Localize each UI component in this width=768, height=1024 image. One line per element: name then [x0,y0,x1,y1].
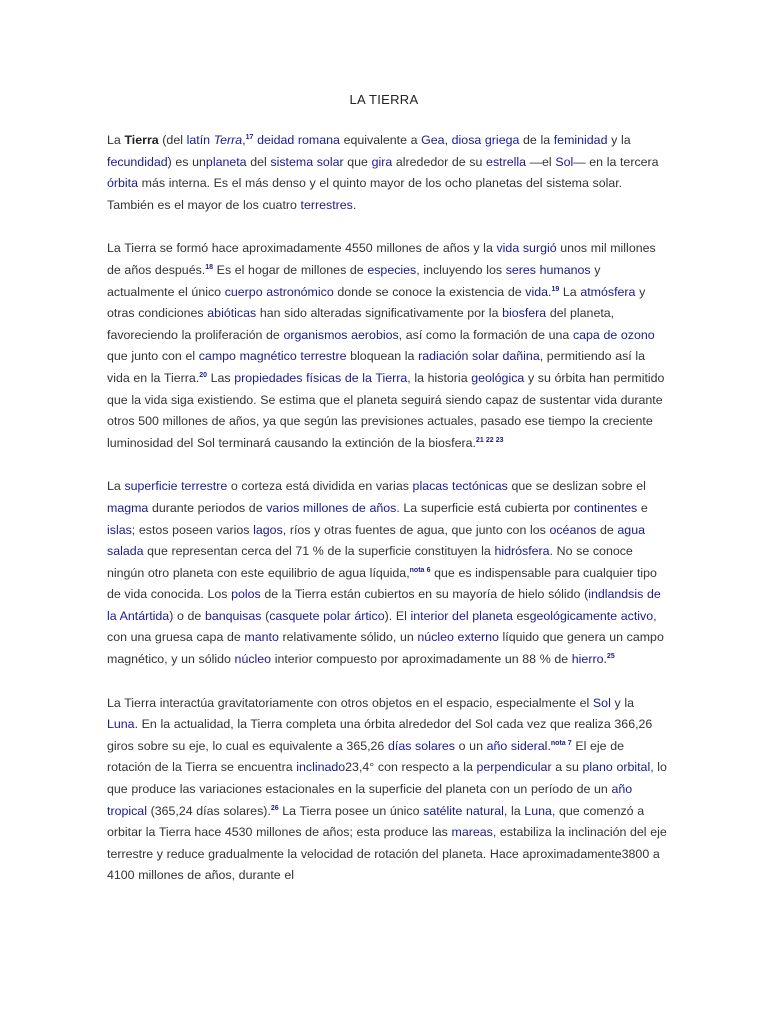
wiki-link[interactable]: campo magnético terrestre [198,349,347,364]
wiki-link[interactable]: capa de ozono [572,327,655,342]
body-text: que se deslizan sobre el [507,479,646,494]
wiki-link[interactable]: mareas [451,825,493,840]
bold-text: Tierra [124,133,159,147]
wiki-link[interactable]: fecundidad [107,154,168,169]
wiki-link[interactable]: interior del planeta [410,608,513,623]
wiki-link[interactable]: seres humanos [505,262,591,277]
body-text: (del [158,133,187,147]
body-text: , que comenzó a orbitar la Tierra hace 4530 millones de años; esta produce las [107,803,645,840]
reference-link[interactable]: 25 [606,653,615,661]
body-text: a su [551,760,583,775]
wiki-link[interactable]: satélite natural [423,803,504,818]
body-text: Las [207,370,235,385]
wiki-link[interactable]: días solares [387,738,455,753]
wiki-link[interactable]: abióticas [207,306,257,321]
wiki-link[interactable]: año sideral [486,738,548,753]
body-text: que [343,154,372,169]
body-text: más interna. Es el más denso y el quinto mayor de los ocho planetas del sistema solar. También es el mayor de los cuatro [107,176,623,212]
wiki-link[interactable]: Luna [107,717,135,732]
reference-link[interactable]: 19 [551,285,560,293]
wiki-link[interactable]: perpendicular [476,760,552,775]
document-body [107,130,667,887]
wiki-link[interactable]: deidad romana [257,133,340,147]
body-text: La Tierra interactúa gravitatoriamente con otros objetos en el espacio, especialmente el [107,695,593,710]
body-text: líquido que genera un campo magnético, y un sólido [107,630,664,667]
wiki-link[interactable]: . [603,652,607,667]
body-text: durante periodos de [148,500,267,515]
body-text: es [512,608,530,623]
wiki-link[interactable]: biosfera [502,306,547,321]
body-text: . La superficie está cubierta por [396,500,574,515]
body-text: — en la tercera [573,154,659,169]
body-text: alrededor de su [392,154,487,169]
wiki-link[interactable]: geológica [471,370,525,385]
body-text: y su órbita han permitido que la vida siga existiendo. Se estima que el planeta seguirá siendo capaz de sustentar vida durante otros 500 millones de años, ya que según las previsiones actuales, pasado ese tiempo la creciente luminosidad del Sol terminará causando la extinción de la biosfera. [107,370,665,450]
wiki-link[interactable]: año tropical [107,782,633,818]
wiki-link[interactable]: cuerpo astronómico [224,284,334,299]
wiki-link[interactable]: terrestres [300,197,353,212]
wiki-link[interactable]: diosa griega [451,133,520,147]
body-text: . No se conoce ningún otro planeta con este equilibrio de agua líquida, [107,544,633,580]
body-text: de [596,522,618,537]
body-text: que junto con el [107,349,199,364]
body-text: La [107,479,125,494]
body-text: del [246,154,271,169]
wiki-link[interactable]: hierro [571,652,604,667]
body-text: , así como la formación de una [398,327,573,342]
body-text: y otras condiciones [107,284,646,321]
body-text: del planeta, favoreciendo la proliferación de [107,306,615,342]
body-text: y actualmente el único [107,262,601,299]
wiki-link[interactable]: . [547,738,551,753]
paragraph [107,238,667,454]
wiki-link[interactable]: vida surgió [496,241,557,256]
wiki-link[interactable]: organismos aerobios [283,327,399,342]
wiki-link[interactable]: . [548,284,552,299]
body-text: ). El [384,608,411,623]
body-text: ; estos poseen varios [131,522,254,537]
body-text: o un [455,738,487,753]
body-text: relativamente sólido, un [278,630,418,645]
wiki-link[interactable]: estrella [486,154,526,169]
wiki-link[interactable]: hidrósfera [494,544,550,559]
body-text: , [444,133,452,147]
paragraph [107,693,667,887]
body-text: , estabiliza la inclinación del eje terrestre y reduce gradualmente la velocidad de rotación del planeta. Hace aproximadamente3800 a 4100 millones de años, durante el [107,825,667,883]
body-text: . En la actualidad, la Tierra completa una órbita alrededor del Sol cada vez que realiza 366,26 giros sobre su eje, lo cual es equivalente a 365,26 [107,717,653,753]
wiki-link[interactable]: Sol [592,695,611,710]
wiki-link[interactable]: placas tectónicas [412,479,508,494]
wiki-link[interactable]: sistema solar [270,154,344,169]
wiki-link[interactable]: magma [107,500,149,515]
wiki-link[interactable]: continentes [573,500,638,515]
wiki-link[interactable]: gira [371,154,393,169]
wiki-link[interactable]: polos [231,587,261,602]
wiki-link[interactable]: radiación solar dañina [418,349,540,364]
wiki-link[interactable]: islas [107,522,132,537]
wiki-link[interactable]: inclinado [296,760,346,775]
body-text: donde se conoce la existencia de [333,284,526,299]
body-text: ) o de [169,608,205,623]
wiki-link[interactable]: planeta [205,154,247,169]
body-text: de la [519,133,554,147]
wiki-link[interactable]: casquete polar ártico [269,608,385,623]
body-text: —el [526,154,556,169]
body-text: han sido alteradas significativamente por la [256,306,503,321]
body-text: interior compuesto por aproximadamente un 88 % de [271,652,572,667]
body-text: La [559,284,581,299]
wiki-link[interactable]: lagos [253,522,283,537]
body-text: (365,24 días solares). [146,803,271,818]
reference-link[interactable]: 26 [270,804,279,812]
wiki-link[interactable]: Sol [555,154,574,169]
body-text: . [352,197,357,212]
body-text: 23,4° con respecto a la [345,760,477,775]
wiki-link[interactable]: Luna [524,803,552,818]
reference-link[interactable]: 21 22 23 [475,436,504,444]
wiki-link[interactable]: banquisas [204,608,262,623]
body-text: y la [607,133,631,147]
wiki-link[interactable]: propiedades físicas de la Tierra [234,370,408,385]
body-text: , con una gruesa capa de [107,608,657,645]
body-text: , la historia [407,370,472,385]
body-text: de la Tierra están cubiertos en su mayoría de hielo sólido ( [260,587,589,602]
body-text: equivalente a [339,133,422,147]
wiki-link[interactable]: vida [525,284,548,299]
wiki-link[interactable]: especies [367,262,417,277]
body-text: La Tierra se formó hace aproximadamente 4550 millones de años y la [107,241,497,256]
body-text: y la [610,695,634,710]
body-text: bloquean la [346,349,419,364]
body-text: Es el hogar de millones de [213,262,368,277]
wiki-link[interactable]: , [242,133,246,147]
body-text: ( [261,608,270,623]
reference-link[interactable]: 18 [205,263,214,271]
document-title: LA TIERRA [349,92,419,107]
body-text: que es indispensable para cualquier tipo de vida conocida. Los [107,565,657,602]
wiki-link[interactable]: órbita [107,176,138,191]
wiki-link[interactable]: agua salada [107,522,645,559]
body-text: , permitiendo así la vida en la Tierra. [107,349,646,385]
body-text: ) es un [167,154,206,169]
body-text: El eje de rotación de la Tierra se encuentra [107,738,624,775]
wiki-link[interactable]: indlandsis de la Antártida [107,587,661,623]
wiki-link[interactable]: varios millones de años [266,500,397,515]
body-text: , ríos y otras fuentes de agua, que junto con los [282,522,550,537]
wiki-link[interactable]: latín [186,133,211,147]
body-text: La Tierra posee un único [278,803,424,818]
body-text: e [637,500,648,515]
wiki-link[interactable]: Gea [421,133,445,147]
body-text: o corteza está dividida en varias [227,479,413,494]
reference-link[interactable]: nota 6 [409,566,431,574]
body-text: que representan cerca del 71 % de la superficie constituyen la [143,544,495,559]
body-text: , la [503,803,525,818]
body-text: , lo que produce las variaciones estacionales en la superficie del planeta con un período de un [107,760,667,797]
wiki-link[interactable]: océanos [549,522,597,537]
wiki-link[interactable]: superficie terrestre [124,479,228,494]
wiki-link[interactable]: geológicamente activo [529,608,654,623]
wiki-link[interactable]: núcleo externo [417,630,499,645]
reference-link[interactable]: nota 7 [550,739,572,747]
wiki-link[interactable]: atmósfera [580,284,636,299]
body-text: unos mil millones de años después. [107,241,656,277]
wiki-link[interactable]: Terra [213,133,243,147]
wiki-link[interactable]: plano orbital [582,760,651,775]
reference-link[interactable]: 20 [199,371,207,379]
wiki-link[interactable]: núcleo [234,652,272,667]
paragraph [107,476,667,670]
paragraph [107,130,667,216]
reference-link[interactable]: 17 [245,134,254,141]
body-text: , incluyendo los [416,262,506,277]
body-text: La [107,133,125,147]
wiki-link[interactable]: feminidad [553,133,608,147]
wiki-link[interactable]: manto [244,630,279,645]
